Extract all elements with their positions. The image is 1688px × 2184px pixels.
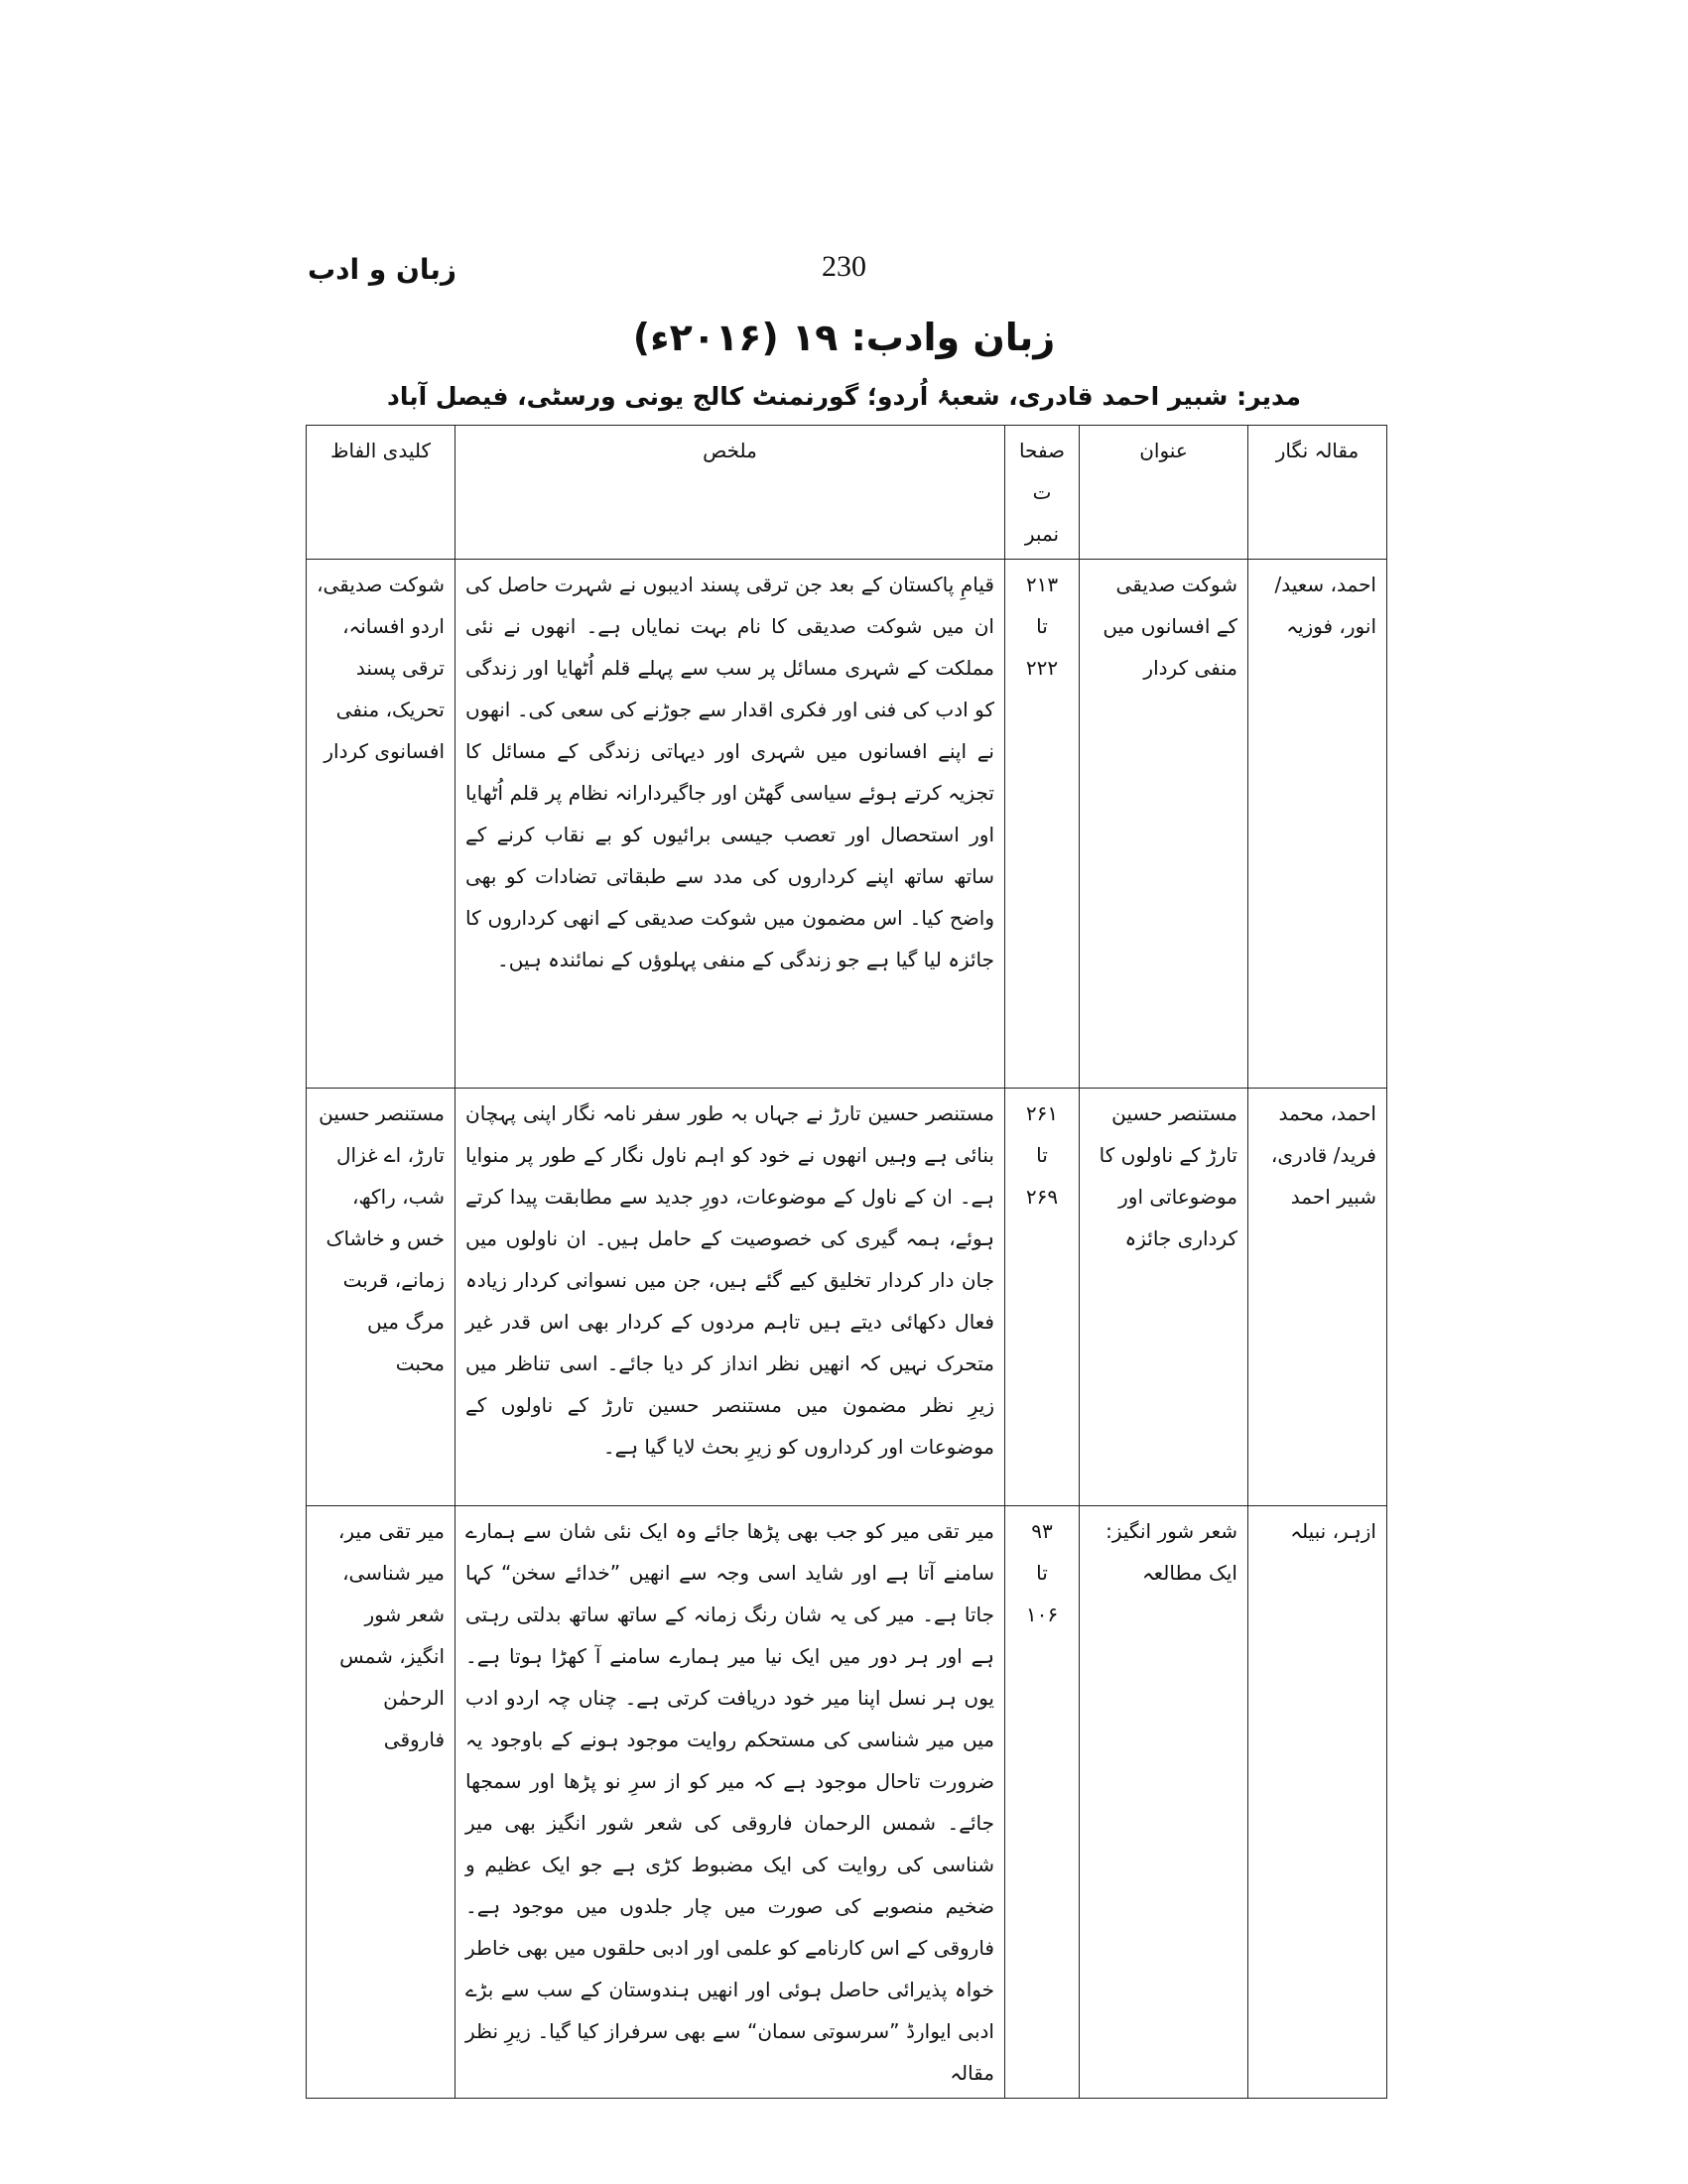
pages-from: ۲۶۱ (1025, 1101, 1059, 1125)
cell-pages (1005, 560, 1080, 1089)
issue-title: زبان وادب: ۱۹ (۲۰۱۶ء) (632, 316, 1056, 359)
pages-separator: تا (1036, 614, 1048, 638)
running-header-journal-name: زبان و ادب (308, 253, 457, 286)
cell-author: ازہر، نبیلہ (1248, 1506, 1387, 2099)
pages-to: ۲۶۹ (1025, 1185, 1059, 1209)
pages-from: ۹۳ (1031, 1519, 1053, 1543)
header-abstract: ملخص (455, 426, 1005, 560)
article-index-table (306, 425, 1387, 2099)
pages-to: ۲۲۲ (1025, 656, 1059, 680)
header-author: مقالہ نگار (1248, 426, 1387, 560)
header-keywords: کلیدی الفاظ (307, 426, 455, 560)
editor-line: مدیر: شبیر احمد قادری، شعبۂ اُردو؛ گورنمنٹ کالج یونی ورسٹی، فیصل آباد (387, 382, 1301, 411)
cell-abstract: مستنصر حسین تارڑ نے جہاں بہ طور سفر نامہ نگار اپنی پہچان بنائی ہے وہیں انھوں نے خود کو اہم ناول نگار کے طور پر منوایا ہے۔ ان کے ناول کے موضوعات، دورِ جدید سے مطابقت پیدا کرتے ہوئے، ہمہ گیری کی خصوصیت کے حامل ہیں۔ ان ناولوں میں جان دار کردار تخلیق کیے گئے ہیں، جن میں نسوانی کردار زیادہ فعال دکھائی دیتے ہیں تاہم مردوں کے کردار بھی اس قدر غیر متحرک نہیں کہ انھیں نظر انداز کر دیا جائے۔ اسی تناظر میں زیرِ نظر مضمون میں مستنصر حسین تارڑ کے ناولوں کے موضوعات اور کرداروں کو زیرِ بحث لایا گیا ہے۔ (455, 1089, 1005, 1506)
cell-abstract: میر تقی میر کو جب بھی پڑھا جائے وہ ایک نئی شان سے ہمارے سامنے آتا ہے اور شاید اسی وجہ سے انھیں ”خدائے سخن“ کہا جاتا ہے۔ میر کی یہ شان رنگ زمانہ کے ساتھ ساتھ بدلتی رہتی ہے اور ہر دور میں ایک نیا میر ہمارے سامنے آ کھڑا ہوتا ہے۔ یوں ہر نسل اپنا میر خود دریافت کرتی ہے۔ چناں چہ اردو ادب میں میر شناسی کی مستحکم روایت موجود ہونے کے باوجود یہ ضرورت تاحال موجود ہے کہ میر کو از سرِ نو پڑھا اور سمجھا جائے۔ شمس الرحمان فاروقی کی شعر شور انگیز بھی میر شناسی کی روایت کی ایک مضبوط کڑی ہے جو ایک عظیم و ضخیم منصوبے کی صورت میں چار جلدوں میں موجود ہے۔ فاروقی کے اس کارنامے کو علمی اور ادبی حلقوں میں بھی خاطر خواہ پذیرائی حاصل ہوئی اور انھیں ہندوستان کے سب سے بڑے ادبی ایوارڈ ”سرسوتی سمان“ سے بھی سرفراز کیا گیا۔ زیرِ نظر مقالہ (455, 1506, 1005, 2099)
table-header-row (307, 426, 1387, 560)
header-pages: صفحات نمبر (1005, 426, 1080, 560)
cell-title: مستنصر حسین تارڑ کے ناولوں کا موضوعاتی اور کرداری جائزہ (1080, 1089, 1248, 1506)
page-number: 230 (822, 250, 866, 283)
table-row (307, 1089, 1387, 1506)
cell-keywords: شوکت صدیقی، اردو افسانہ، ترقی پسند تحریک، منفی افسانوی کردار (307, 560, 455, 1089)
cell-title: شوکت صدیقی کے افسانوں میں منفی کردار (1080, 560, 1248, 1089)
header-title: عنوان (1080, 426, 1248, 560)
pages-from: ۲۱۳ (1025, 573, 1059, 596)
cell-author: احمد، سعید/ انور، فوزیہ (1248, 560, 1387, 1089)
cell-keywords: مستنصر حسین تارڑ، اے غزال شب، راکھ، خس و خاشاک زمانے، قربت مرگ میں محبت (307, 1089, 455, 1506)
cell-abstract: قیامِ پاکستان کے بعد جن ترقی پسند ادیبوں نے شہرت حاصل کی ان میں شوکت صدیقی کا نام بہت نمایاں ہے۔ انھوں نے نئی مملکت کے شہری مسائل پر سب سے پہلے قلم اُٹھایا اور زندگی کو ادب کی فنی اور فکری اقدار سے جوڑنے کی سعی کی۔ انھوں نے اپنے افسانوں میں شہری اور دیہاتی زندگی کے مسائل کا تجزیہ کرتے ہوئے سیاسی گھٹن اور جاگیردارانہ نظام پر قلم اُٹھایا اور استحصال اور تعصب جیسی برائیوں کو بے نقاب کرنے کے ساتھ ساتھ اپنے کرداروں کی مدد سے طبقاتی تضادات کو بھی واضح کیا۔ اس مضمون میں شوکت صدیقی کے انھی کرداروں کا جائزہ لیا گیا ہے جو زندگی کے منفی پہلوؤں کے نمائندہ ہیں۔ (455, 560, 1005, 1089)
cell-keywords: میر تقی میر، میر شناسی، شعر شور انگیز، شمس الرحمٰن فاروقی (307, 1506, 455, 2099)
table-row (307, 560, 1387, 1089)
table-row (307, 1506, 1387, 2099)
pages-separator: تا (1036, 1561, 1048, 1585)
cell-pages (1005, 1506, 1080, 2099)
pages-to: ۱۰۶ (1025, 1603, 1059, 1626)
cell-pages (1005, 1089, 1080, 1506)
pages-separator: تا (1036, 1143, 1048, 1167)
cell-author: احمد، محمد فرید/ قادری، شبیر احمد (1248, 1089, 1387, 1506)
cell-title: شعر شور انگیز: ایک مطالعہ (1080, 1506, 1248, 2099)
